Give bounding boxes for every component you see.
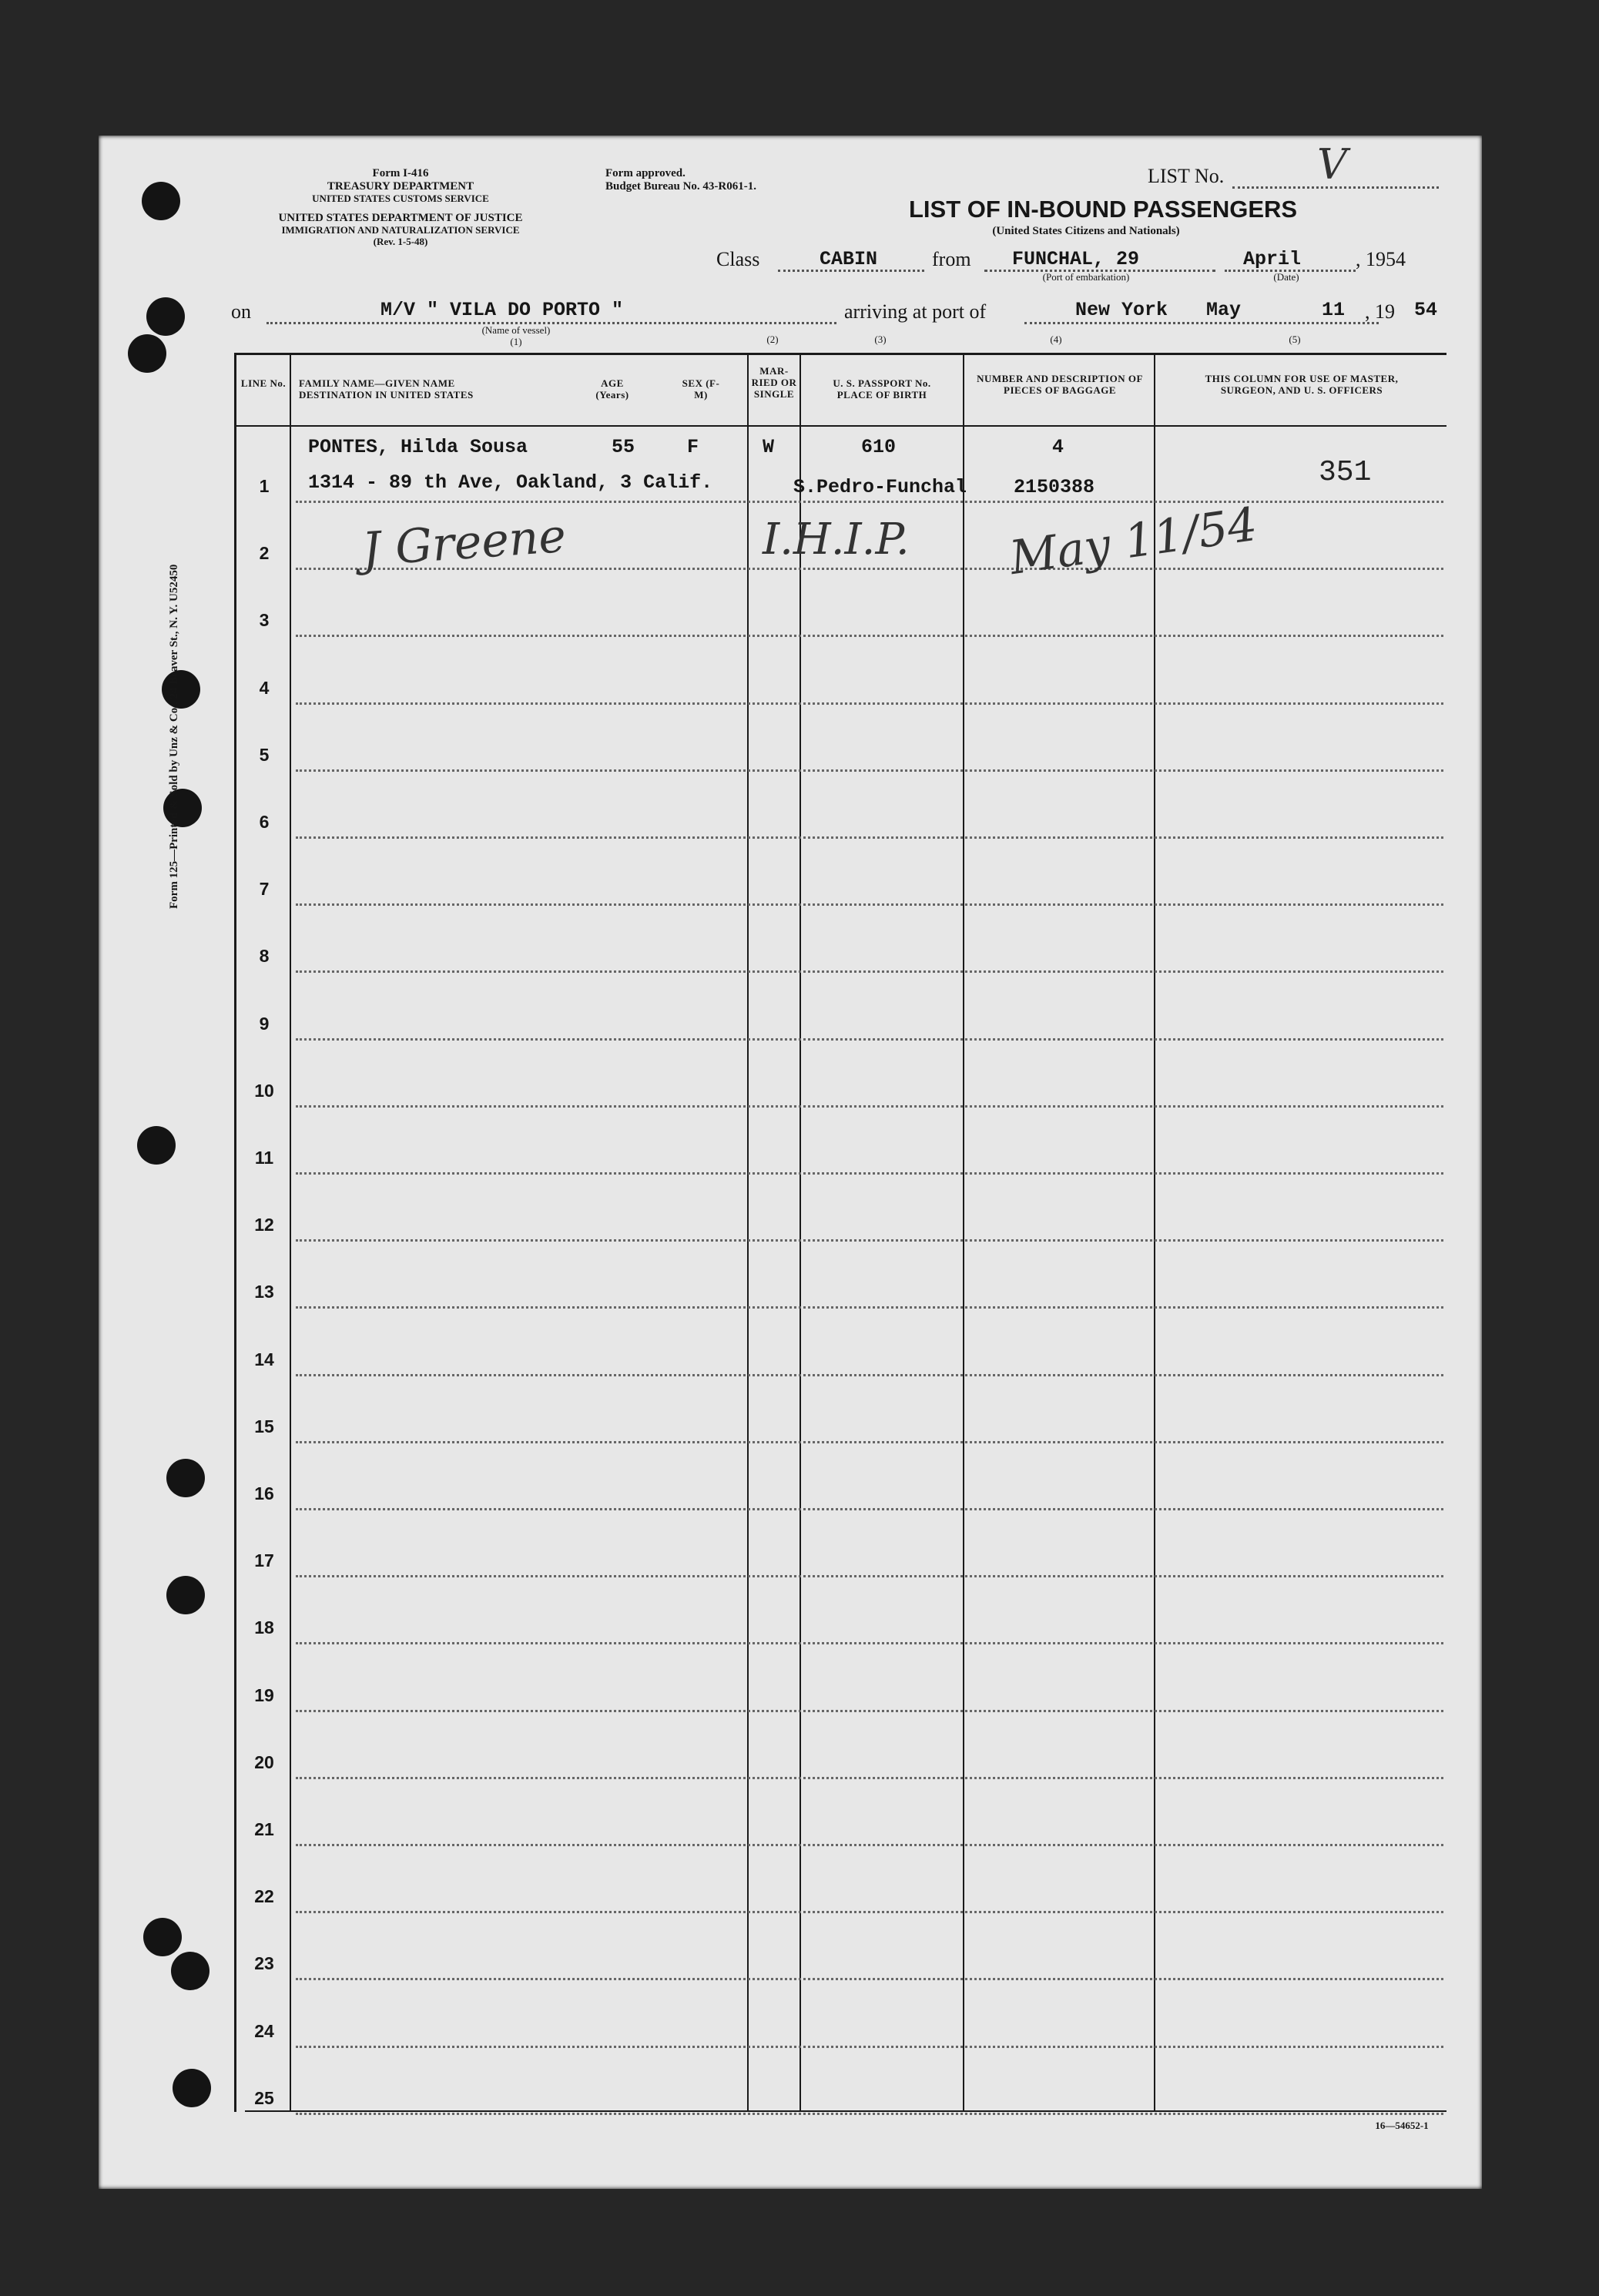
row-number: 5 xyxy=(259,744,270,765)
passenger-name: PONTES, Hilda Sousa xyxy=(308,436,528,458)
arrival-port: New York xyxy=(1075,299,1168,321)
row-rule xyxy=(296,1642,1443,1644)
table-bottom-border xyxy=(245,2110,1446,2112)
row-number: 18 xyxy=(254,1617,274,1638)
form-approved: Form approved. xyxy=(605,167,686,179)
row-rule xyxy=(296,769,1443,772)
printer-side-text: Form 125—Printed & Sold by Unz & Co., 24 Beaver St., N. Y. U52450 xyxy=(168,564,180,909)
vessel-caption: (Name of vessel) xyxy=(481,324,551,336)
row-number: 13 xyxy=(254,1282,274,1302)
arrival-year-suffix: 54 xyxy=(1414,299,1438,321)
from-label: from xyxy=(932,248,971,270)
arriving-label: arriving at port of xyxy=(844,300,987,323)
passenger-baggage-number: 2150388 xyxy=(1014,476,1095,498)
departure-year: , 1954 xyxy=(1356,248,1406,270)
row-rule xyxy=(296,903,1443,906)
revision-date: (Rev. 1-5-48) xyxy=(373,236,428,247)
binder-hole xyxy=(146,297,185,336)
date-caption: (Date) xyxy=(1273,271,1299,283)
vessel-caption-number: (1) xyxy=(510,336,522,347)
arrival-line xyxy=(1024,322,1379,324)
column-number-3: (3) xyxy=(874,334,887,345)
row-rule xyxy=(296,1911,1443,1913)
row-number: 12 xyxy=(254,1215,274,1235)
row-rule xyxy=(296,2113,1443,2115)
binder-hole xyxy=(128,334,166,373)
row-rule xyxy=(296,1105,1443,1108)
arrival-year-prefix: , 19 xyxy=(1365,300,1395,323)
on-label: on xyxy=(231,300,251,323)
row-number: 24 xyxy=(254,2020,274,2041)
row-rule xyxy=(296,970,1443,973)
row-rule xyxy=(296,1306,1443,1309)
row-rule xyxy=(296,1374,1443,1376)
row-rule xyxy=(296,1575,1443,1577)
column-divider-baggage xyxy=(1154,353,1155,2112)
passenger-passport: 610 xyxy=(861,436,897,458)
row-rule xyxy=(296,702,1443,705)
table-top-border xyxy=(234,353,1446,355)
row-number: 19 xyxy=(254,1684,274,1705)
port-caption: (Port of embarkation) xyxy=(1042,271,1130,283)
column-divider-married xyxy=(800,353,801,2112)
row-rule xyxy=(296,501,1443,503)
vessel-name: M/V " VILA DO PORTO " xyxy=(380,299,624,321)
binder-hole xyxy=(137,1126,176,1165)
form-page xyxy=(99,136,1482,2189)
row-number: 2 xyxy=(259,543,270,564)
binder-hole xyxy=(143,1918,182,1956)
form-title: LIST OF IN-BOUND PASSENGERS xyxy=(909,196,1298,223)
row-number: 9 xyxy=(259,1013,270,1034)
row-number: 6 xyxy=(259,812,270,832)
inspector-signature: J Greene xyxy=(360,508,568,578)
officer-number: 351 xyxy=(1319,456,1372,489)
row-rule xyxy=(296,1508,1443,1510)
passenger-baggage: 4 xyxy=(1052,436,1064,458)
table-left-border xyxy=(234,353,236,2112)
binder-hole xyxy=(142,182,180,220)
row-number: 3 xyxy=(259,610,270,631)
class-value: CABIN xyxy=(820,248,878,270)
footer-code: 16—54652-1 xyxy=(1375,2120,1429,2131)
arrival-day: 11 xyxy=(1322,299,1346,321)
column-number-4: (4) xyxy=(1050,334,1062,345)
arrival-month: May xyxy=(1206,299,1242,321)
row-rule xyxy=(296,836,1443,839)
row-number: 17 xyxy=(254,1550,274,1571)
list-no-value: V xyxy=(1317,140,1347,189)
row-number: 23 xyxy=(254,1953,274,1974)
row-number: 16 xyxy=(254,1483,274,1503)
binder-hole xyxy=(166,1459,205,1497)
row-number: 7 xyxy=(259,879,270,900)
table-header-border xyxy=(234,425,1446,427)
header-officers: THIS COLUMN FOR USE OF MASTER, SURGEON, AND U. S. OFFICERS xyxy=(1205,373,1399,396)
column-divider-line-no xyxy=(290,353,291,2112)
passenger-birthplace: S.Pedro-Funchal xyxy=(793,476,967,498)
row-number: 4 xyxy=(259,677,270,698)
header-married: MAR- RIED OR SINGLE xyxy=(751,365,797,400)
port-of-embarkation: FUNCHAL, 29 xyxy=(1012,248,1140,270)
inspection-date-handwritten: May 11/54 xyxy=(1006,497,1261,586)
header-name: FAMILY NAME—GIVEN NAME DESTINATION IN UNITED STATES xyxy=(299,377,474,401)
header-passport: U. S. PASSPORT No. PLACE OF BIRTH xyxy=(833,377,931,401)
immigration-service: IMMIGRATION AND NATURALIZATION SERVICE xyxy=(281,224,520,236)
row-rule xyxy=(296,1441,1443,1443)
row-rule xyxy=(296,1038,1443,1041)
binder-hole xyxy=(166,1576,205,1614)
row-number: 14 xyxy=(254,1349,274,1369)
budget-bureau: Budget Bureau No. 43-R061-1. xyxy=(605,180,756,193)
row-rule xyxy=(296,1710,1443,1712)
header-baggage: NUMBER AND DESCRIPTION OF PIECES OF BAGGAGE xyxy=(977,373,1143,396)
header-age: AGE (Years) xyxy=(595,377,629,401)
row-number: 8 xyxy=(259,946,270,967)
row-number: 22 xyxy=(254,1886,274,1907)
binder-hole xyxy=(171,1952,210,1990)
passenger-married: W xyxy=(763,436,775,458)
passenger-address: 1314 - 89 th Ave, Oakland, 3 Calif. xyxy=(308,471,713,494)
binder-hole xyxy=(173,2069,211,2107)
header-sex: SEX (F-M) xyxy=(682,377,720,401)
row-rule xyxy=(296,1172,1443,1175)
column-divider-name xyxy=(747,353,749,2112)
form-subtitle: (United States Citizens and Nationals) xyxy=(992,225,1180,237)
row-number: 15 xyxy=(254,1416,274,1436)
header-line-no: LINE No. xyxy=(240,377,287,389)
list-no-label: LIST No. xyxy=(1148,165,1225,187)
row-rule xyxy=(296,1978,1443,1980)
row-rule xyxy=(296,635,1443,637)
row-number: 20 xyxy=(254,1751,274,1772)
inspector-initials: I.H.I.P. xyxy=(763,515,910,565)
department-of-justice: UNITED STATES DEPARTMENT OF JUSTICE xyxy=(278,212,523,224)
row-number: 1 xyxy=(259,476,270,496)
row-number: 25 xyxy=(254,2087,274,2108)
treasury-department: TREASURY DEPARTMENT xyxy=(327,180,474,193)
row-rule xyxy=(296,1777,1443,1779)
row-rule xyxy=(296,1844,1443,1846)
passenger-sex: F xyxy=(687,436,699,458)
customs-service: UNITED STATES CUSTOMS SERVICE xyxy=(312,193,489,204)
row-number: 21 xyxy=(254,1819,274,1839)
column-number-5: (5) xyxy=(1289,334,1301,345)
row-number: 10 xyxy=(254,1080,274,1101)
row-rule xyxy=(296,1239,1443,1242)
row-rule xyxy=(296,2046,1443,2048)
class-label: Class xyxy=(716,248,760,270)
departure-month: April xyxy=(1243,248,1302,270)
form-number: Form I-416 xyxy=(372,167,429,179)
column-number-2: (2) xyxy=(766,334,779,345)
passenger-age: 55 xyxy=(612,436,635,458)
column-divider-passport xyxy=(963,353,964,2112)
row-number: 11 xyxy=(254,1148,274,1168)
